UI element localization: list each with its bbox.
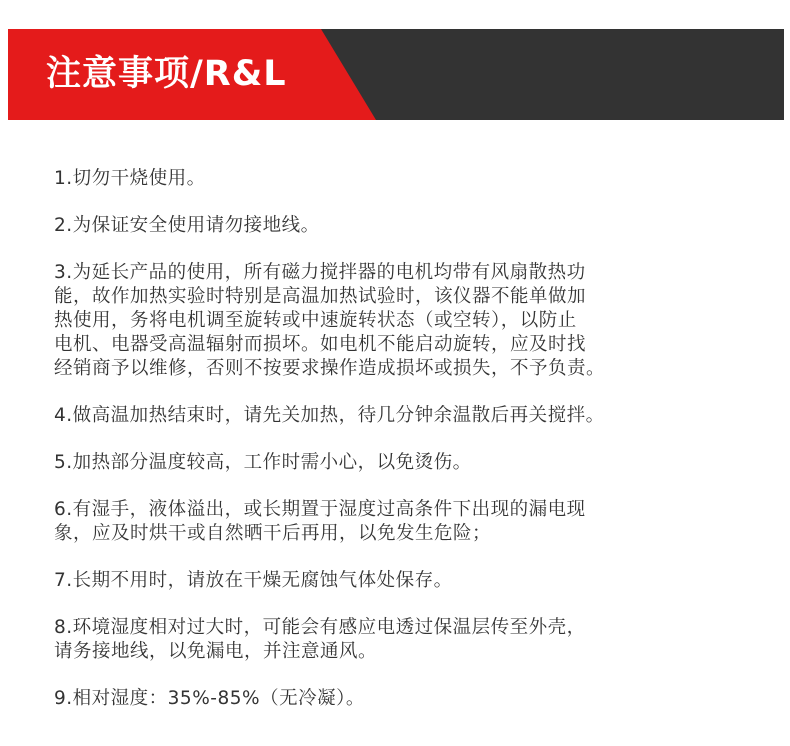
note-item-4: 4.做高温加热结束时，请先关加热，待几分钟余温散后再关搅拌。 bbox=[54, 405, 605, 426]
note-item-5: 5.加热部分温度较高，工作时需小心，以免烫伤。 bbox=[54, 452, 472, 473]
note-item-9: 9.相对湿度：35%-85%（无冷凝）。 bbox=[54, 688, 365, 709]
note-item-3: 3.为延长产品的使用，所有磁力搅拌器的电机均带有风扇散热功 能，故作加热实验时特别是高温加热试验时，该仪器不能单做加 热使用，务将电机调至旋转或中速旋转状态（或空转），以防止 电机、电器受高温辐射而损坏。如电机不能启动旋转，应及时找 经销商予以维修，否则不按要求操作造成损坏或损失，不予负责。 bbox=[54, 262, 606, 379]
precautions-list bbox=[54, 167, 744, 734]
note-item-1: 1.切勿干烧使用。 bbox=[54, 168, 206, 189]
note-item-2: 2.为保证安全使用请勿接地线。 bbox=[54, 215, 320, 236]
note-item-8: 8.环境湿度相对过大时，可能会有感应电透过保温层传至外壳， 请务接地线，以免漏电，并注意通风。 bbox=[54, 617, 586, 662]
page-title: 注意事项/R&L bbox=[46, 54, 287, 94]
note-item-6: 6.有湿手，液体溢出，或长期置于湿度过高条件下出现的漏电现 象，应及时烘干或自然晒干后再用，以免发生危险； bbox=[54, 499, 586, 544]
note-item-7: 7.长期不用时，请放在干燥无腐蚀气体处保存。 bbox=[54, 570, 453, 591]
header-banner bbox=[8, 29, 784, 120]
